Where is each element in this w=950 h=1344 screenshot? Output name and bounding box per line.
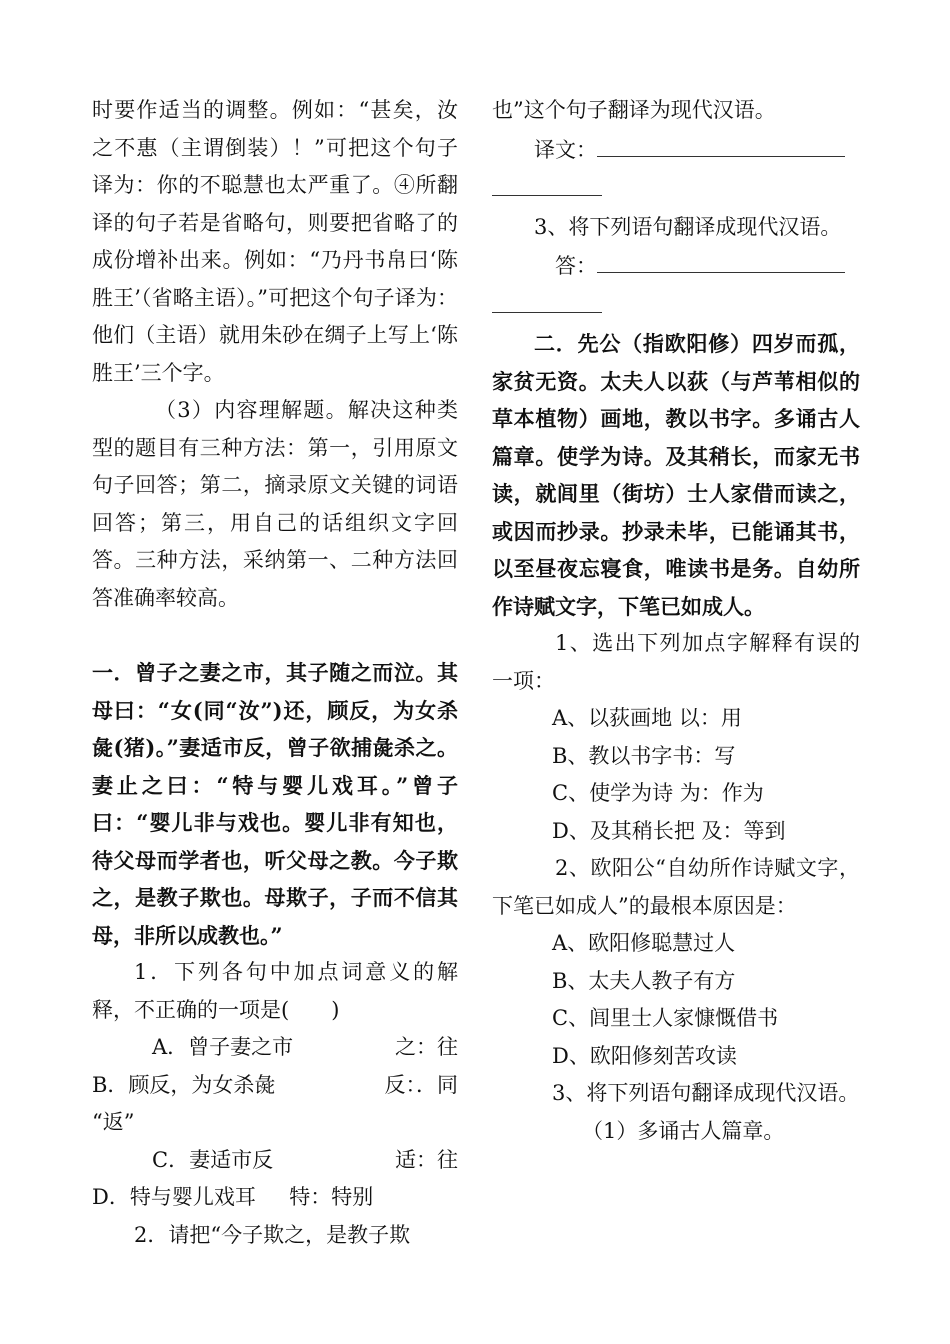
answer-line-cont (492, 286, 860, 326)
method-paragraph-translation: 时要作适当的调整。例如：“甚矣，汝之不惠（主谓倒装）！”可把这个句子译为：你的不聪慧也太严重了。④所翻译的句子若是省略句，则要把省略了的成份增补出来。例如：“乃丹书帛曰‘陈胜王’（省略主语）。”可把这个句子译为：他们（主语）就用朱砂在绸子上写上‘陈胜王’三个字。 (92, 98, 458, 385)
q2-option-c: C、闾里士人家慷慨借书 (552, 1006, 779, 1030)
translation-label: 译文： (534, 137, 597, 162)
q1-option-d: D、及其稍长把 及：等到 (552, 818, 786, 843)
option-c-gloss: 适：往 (395, 1147, 458, 1172)
option-a (92, 1029, 458, 1067)
left-column (92, 92, 458, 1254)
q3-sub-item-one: （1）多诵古人篇章。 (582, 1118, 785, 1143)
option-a-gloss: 之：往 (395, 1035, 458, 1059)
spacer (92, 617, 458, 654)
q2-option-a: A、欧阳修聪慧过人 (552, 931, 736, 955)
option-b-text: B．顾反，为女杀彘 (92, 1072, 276, 1097)
answer-line (492, 246, 860, 286)
option-d-gloss: 特：特别 (289, 1185, 374, 1209)
q1-option-b: B、教以书字书：写 (552, 743, 736, 768)
option-d (92, 1179, 458, 1217)
option-b (92, 1067, 458, 1105)
answer-blank-line[interactable] (597, 246, 845, 273)
option-b-continuation: “返” (92, 1110, 135, 1134)
q2-option-b: B、太夫人教子有方 (552, 968, 736, 993)
translation-line-cont (492, 169, 860, 209)
passage-two-question-three: 3、将下列语句翻译成现代汉语。 (552, 1081, 860, 1105)
question-one-prompt: 1．下列各句中加点词意义的解释，不正确的一项是( ) (92, 960, 458, 1022)
right-column (492, 92, 860, 1150)
question-two-prompt: 2．请把“今子欺之，是教子欺 (134, 1222, 411, 1247)
question-two-continuation: 也”这个句子翻译为现代汉语。 (492, 98, 776, 122)
translation-line (492, 130, 860, 170)
passage-two-question-one: 1、选出下列加点字解释有误的一项： (492, 631, 860, 693)
answer-label: 答： (555, 254, 597, 278)
method-paragraph-comprehension: （3）内容理解题。解决这种类型的题目有三种方法：第一，引用原文句子回答；第二，摘录原文关键的词语回答；第三，用自己的话组织文字回答。三种方法，采纳第一、二种方法回答准确率较高。 (92, 398, 458, 610)
passage-two-text: 二．先公（指欧阳修）四岁而孤，家贫无资。太夫人以荻（与芦苇相似的草本植物）画地，教以书字。多诵古人篇章。使学为诗。及其稍长，而家无书读，就闾里（街坊）士人家借而读之，或因而抄录。抄录未毕，已能诵其书，以至昼夜忘寝食，唯读书是务。自幼所作诗赋文字，下笔已如成人。 (492, 331, 860, 619)
option-a-text: A．曾子妻之市 (152, 1035, 294, 1059)
passage-two-question-two: 2、欧阳公“自幼所作诗赋文字，下笔已如成人”的最根本原因是： (492, 856, 860, 918)
answer-blank-line-cont[interactable] (492, 286, 602, 313)
option-c-text: C．妻适市反 (152, 1147, 274, 1172)
option-c (92, 1142, 458, 1180)
passage-one-text: 一．曾子之妻之市，其子随之而泣。其母曰：“女(同“汝”)还，顾反，为女杀彘(猪)。”妻适市反，曾子欲捕彘杀之。妻止之曰：“特与婴儿戏耳。”曾子曰：“婴儿非与戏也。婴儿非有知也，待父母而学者也，听父母之教。今子欺之，是教子欺也。母欺子，子而不信其母，非所以成教也。” (92, 660, 458, 948)
q1-option-a: A、以荻画地 以：用 (552, 706, 742, 730)
translation-answer-line-cont[interactable] (492, 169, 602, 196)
translation-answer-line[interactable] (597, 130, 845, 157)
option-b-gloss: 反：．同 (384, 1072, 458, 1097)
option-d-text: D．特与婴儿戏耳 (92, 1185, 256, 1209)
question-three-prompt: 3、将下列语句翻译成现代汉语。 (534, 214, 842, 239)
q1-option-c: C、使学为诗 为：作为 (552, 781, 764, 805)
q2-option-d: D、欧阳修刻苦攻读 (552, 1043, 737, 1068)
